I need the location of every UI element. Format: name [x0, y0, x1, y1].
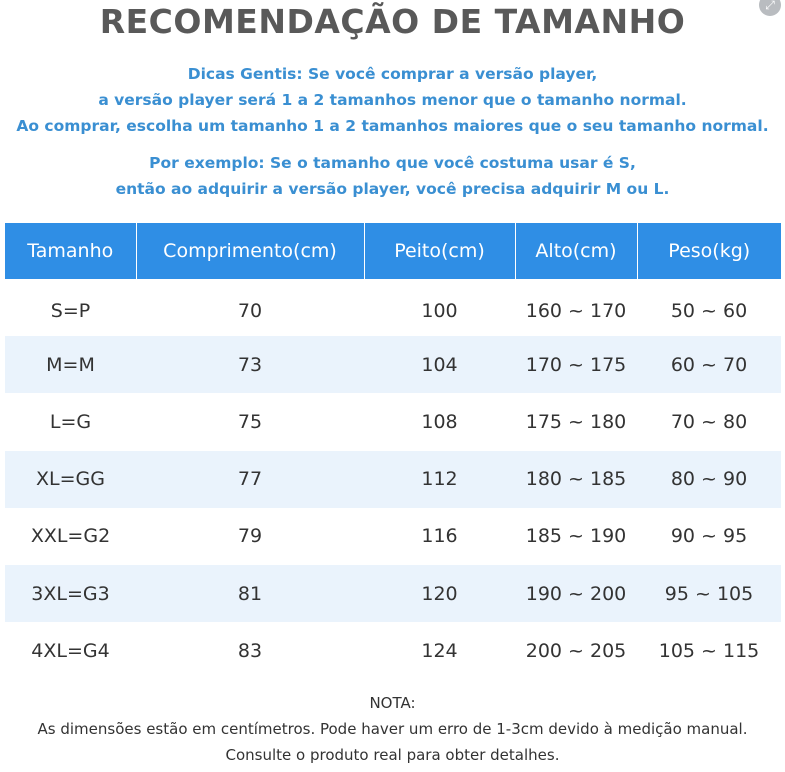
note-line: Consulte o produto real para obter detalhes. [225, 746, 560, 764]
cell-chest: 108 [421, 410, 458, 433]
table-header-row [5, 223, 781, 279]
cell-chest: 112 [364, 451, 515, 508]
page-title: RECOMENDAÇÃO DE TAMANHO [99, 2, 686, 41]
cell-size: XL=GG [5, 451, 136, 508]
cell-weight: 105 ~ 115 [658, 639, 760, 662]
example-line: então ao adquirir a versão player, você precisa adquirir M ou L. [115, 180, 670, 198]
cell-chest: 120 [364, 565, 515, 622]
cell-size: 4XL=G4 [31, 639, 110, 662]
tips-line: Ao comprar, escolha um tamanho 1 a 2 tamanhos maiores que o seu tamanho normal. [16, 117, 769, 135]
table-row [5, 393, 781, 450]
cell-chest: 104 [364, 336, 515, 393]
table-row [5, 622, 781, 679]
cell-size: L=G [49, 410, 92, 433]
cell-length: 81 [136, 565, 364, 622]
table-row [5, 451, 781, 508]
note-line: As dimensões estão em centímetros. Pode haver um erro de 1-3cm devido à medição manual. [37, 720, 748, 738]
header-height: Alto(cm) [515, 223, 637, 279]
tips-block [0, 61, 785, 139]
cell-height: 190 ~ 200 [515, 565, 637, 622]
cell-length: 83 [237, 639, 263, 662]
cell-height: 175 ~ 180 [525, 410, 627, 433]
table-row [5, 508, 781, 565]
cell-height: 170 ~ 175 [515, 336, 637, 393]
note-block [0, 690, 785, 768]
header-length: Comprimento(cm) [136, 223, 364, 279]
table-row [5, 279, 781, 336]
cell-weight: 90 ~ 95 [670, 525, 748, 548]
cell-size: S=P [50, 299, 91, 322]
table-row [5, 565, 781, 622]
header-size: Tamanho [5, 223, 136, 279]
note-label: NOTA: [369, 694, 416, 712]
cell-weight: 70 ~ 80 [670, 410, 748, 433]
cell-length: 73 [136, 336, 364, 393]
example-line: Por exemplo: Se o tamanho que você costuma usar é S, [149, 154, 636, 172]
cell-chest: 124 [421, 639, 458, 662]
table-row [5, 336, 781, 393]
cell-length: 77 [136, 451, 364, 508]
cell-size: M=M [5, 336, 136, 393]
cell-size: 3XL=G3 [5, 565, 136, 622]
cell-chest: 116 [421, 525, 458, 548]
expand-icon[interactable]: ⤢ [759, 0, 781, 16]
cell-length: 79 [237, 525, 263, 548]
size-table [5, 223, 781, 679]
cell-height: 180 ~ 185 [515, 451, 637, 508]
cell-chest: 100 [421, 299, 458, 322]
cell-weight: 95 ~ 105 [637, 565, 781, 622]
cell-height: 160 ~ 170 [525, 299, 627, 322]
cell-size: XXL=G2 [30, 525, 111, 548]
header-chest: Peito(cm) [364, 223, 515, 279]
tips-line: a versão player será 1 a 2 tamanhos menor que o tamanho normal. [98, 91, 687, 109]
cell-length: 70 [237, 299, 263, 322]
example-block [0, 150, 785, 202]
cell-weight: 50 ~ 60 [670, 299, 748, 322]
cell-length: 75 [237, 410, 263, 433]
cell-weight: 80 ~ 90 [637, 451, 781, 508]
header-weight: Peso(kg) [637, 223, 781, 279]
cell-height: 185 ~ 190 [525, 525, 627, 548]
cell-weight: 60 ~ 70 [637, 336, 781, 393]
cell-height: 200 ~ 205 [525, 639, 627, 662]
tips-line: Dicas Gentis: Se você comprar a versão player, [187, 65, 598, 83]
